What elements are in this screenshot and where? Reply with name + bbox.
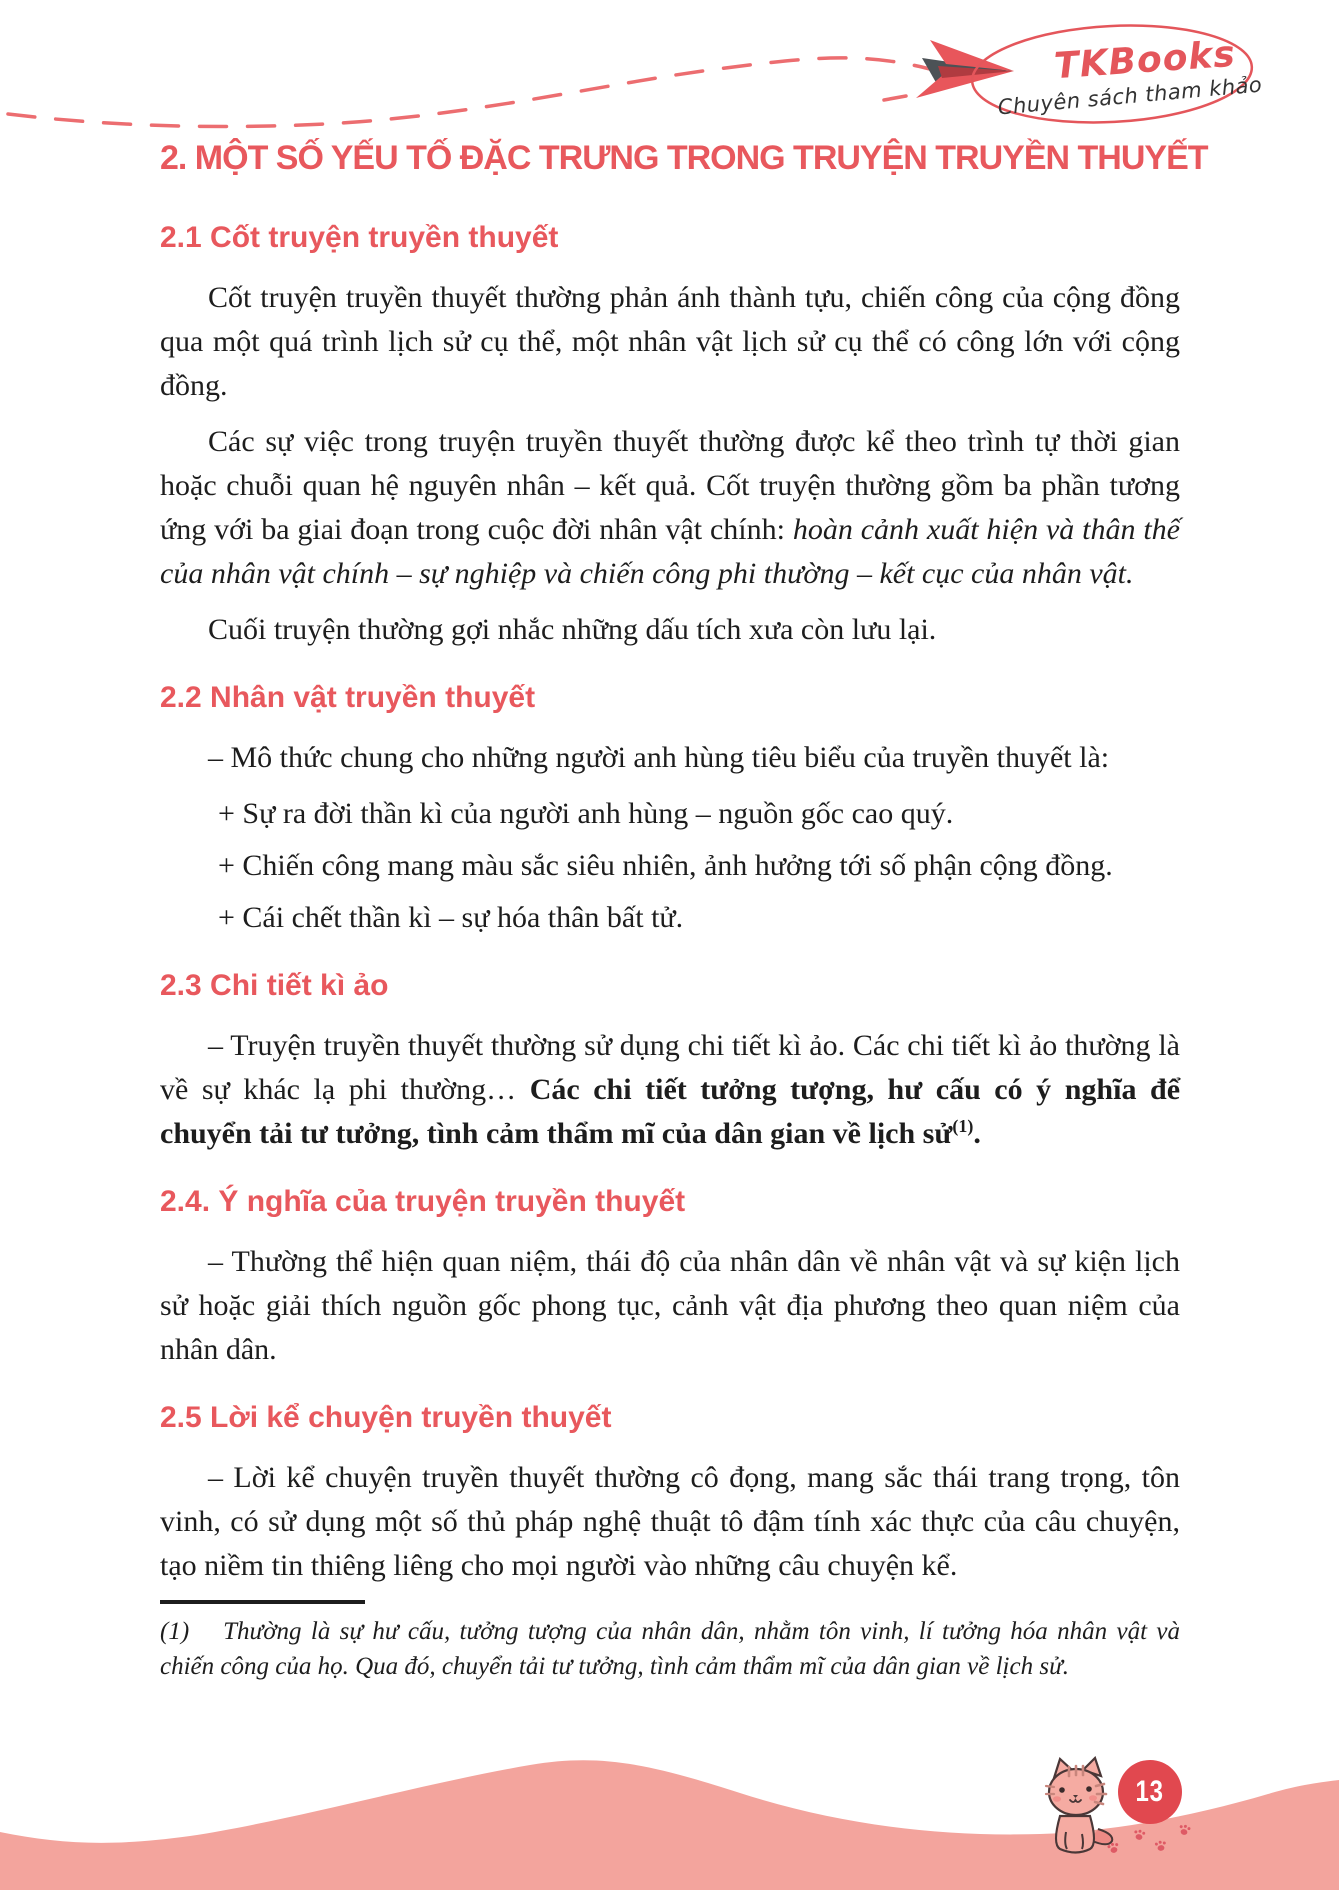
text-run: + Sự ra đời thần kì của người anh hùng – nguồn gốc cao quý. [218, 797, 954, 830]
section-heading: 2.2 Nhân vật truyền thuyết [160, 681, 536, 714]
text-run: – Lời kể chuyện truyền thuyết thường cô đọng, mang sắc thái trang trọng, tôn vinh, có sử dụng một số thủ pháp nghệ thuật tô đậm tính xác thực của câu chuyện, tạo niềm tin thiêng liêng cho mọi người vào những câu chuyện kể. [160, 1461, 1180, 1582]
text-run: . [973, 1117, 981, 1150]
text-run: Thường là sự hư cấu, tưởng tượng của nhân dân, nhằm tôn vinh, lí tưởng hóa nhân vật và chiến công của họ. Qua đó, chuyển tải tư tưởng, tình cảm thẩm mĩ của dân gian về lịch sử. [160, 1618, 1180, 1680]
text-run: hoàn cảnh xuất hiện và thân thế của nhân vật chính – sự nghiệp và chiến công phi thường – kết cục của nhân vật. [160, 513, 1181, 590]
text-run: Các sự việc trong truyện truyền thuyết thường được kể theo trình tự thời gian hoặc chuỗi quan hệ nguyên nhân – kết quả. Cốt truyện thường gồm ba phần tương ứng với ba giai đoạn trong cuộc đời nhân vật chính: [160, 425, 1180, 546]
text-run: Cốt truyện truyền thuyết thường phản ánh thành tựu, chiến công của cộng đồng qua một quá trình lịch sử cụ thể, một nhân vật lịch sử cụ thể có công lớn với cộng đồng. [160, 281, 1180, 402]
footnote [160, 1614, 1180, 1684]
paragraph [160, 1456, 1180, 1588]
tkbooks-logo-tagline: Chuyên sách tham khảo [996, 72, 1264, 120]
tkbooks-logo-brand: TKBooks [1052, 33, 1238, 88]
section-heading: 2.3 Chi tiết kì ảo [160, 969, 389, 1002]
text-run: – Truyện truyền thuyết thường sử dụng chi tiết kì ảo. Các chi tiết kì ảo thường là về sự khác lạ phi thường… [160, 1029, 1180, 1106]
sections-container [160, 222, 1180, 1588]
page-number-badge [1118, 1760, 1182, 1824]
text-run: Cuối truyện thường gợi nhắc những dấu tích xưa còn lưu lại. [208, 613, 937, 646]
content-column [160, 0, 1208, 1684]
paragraph [160, 844, 1180, 888]
page-title: 2. MỘT SỐ YẾU TỐ ĐẶC TRƯNG TRONG TRUYỆN TRUYỀN THUYẾT [160, 139, 1208, 177]
text-run: + Chiến công mang màu sắc siêu nhiên, ảnh hưởng tới số phận cộng đồng. [218, 849, 1113, 882]
paragraph [160, 792, 1180, 836]
footnote-divider [160, 1600, 365, 1604]
text-run: + Cái chết thần kì – sự hóa thân bất tử. [218, 901, 684, 934]
text-run: – Thường thể hiện quan niệm, thái độ của nhân dân về nhân vật và sự kiện lịch sử hoặc giải thích nguồn gốc phong tục, cảnh vật địa phương theo quan niệm của nhân dân. [160, 1245, 1180, 1366]
section-heading: 2.1 Cốt truyện truyền thuyết [160, 221, 559, 254]
paw-prints-icon [1106, 1824, 1198, 1862]
paragraph [160, 608, 1180, 652]
paragraph [160, 1240, 1180, 1372]
paragraph [160, 420, 1180, 596]
section-heading: 2.4. Ý nghĩa của truyện truyền thuyết [160, 1185, 686, 1218]
text-run: (1) [952, 1116, 974, 1136]
paragraph [160, 276, 1180, 408]
text-run: Các chi tiết tưởng tượng, hư cấu có ý nghĩa để chuyển tải tư tưởng, tình cảm thẩm mĩ của dân gian về lịch sử [160, 1073, 1181, 1150]
paragraph [160, 736, 1180, 780]
page-number: 13 [1135, 1775, 1165, 1808]
section-heading: 2.5 Lời kể chuyện truyền thuyết [160, 1401, 612, 1434]
text-run: – Mô thức chung cho những người anh hùng tiêu biểu của truyền thuyết là: [208, 741, 1110, 774]
paragraph [160, 896, 1180, 940]
text-run: (1) [160, 1618, 190, 1645]
paragraph [160, 1024, 1180, 1156]
